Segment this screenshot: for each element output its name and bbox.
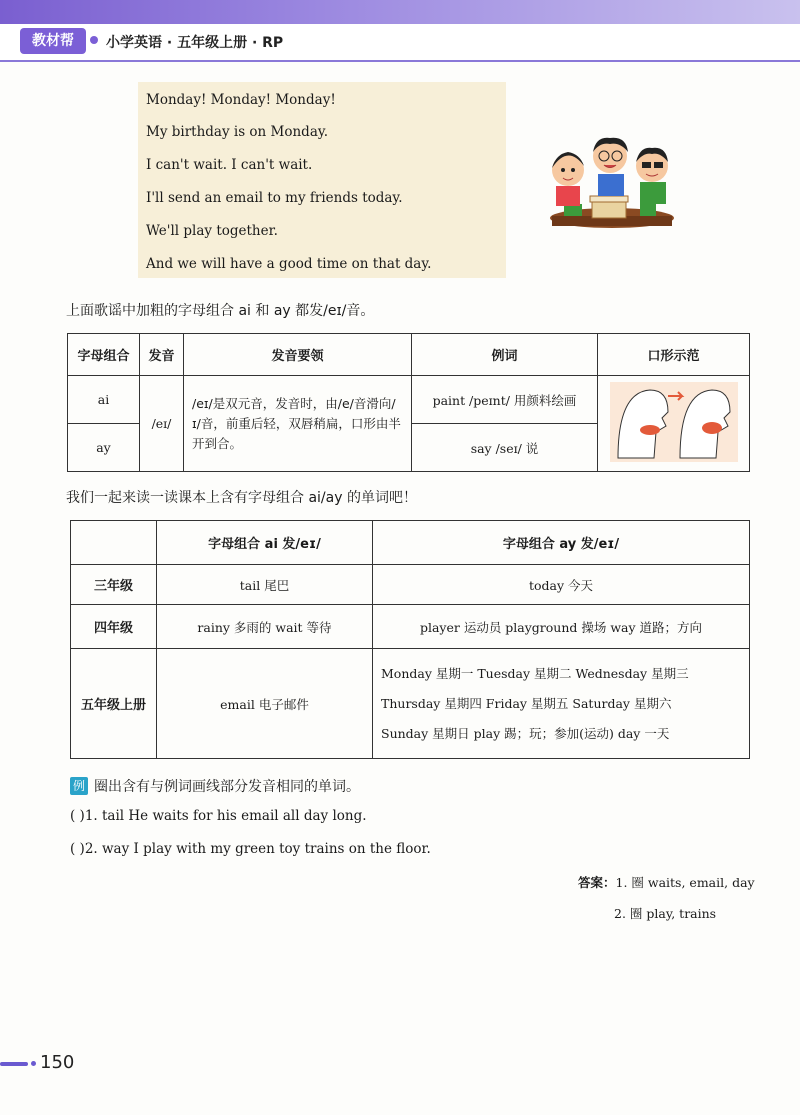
header-sound: 发音 xyxy=(140,334,184,376)
header-tip: 发音要领 xyxy=(184,334,412,376)
header-combo: 字母组合 xyxy=(68,334,140,376)
example-ay: say /seɪ/ 说 xyxy=(412,424,598,472)
header-example: 例词 xyxy=(412,334,598,376)
question-1: ( )1. tail He waits for his email all day long. xyxy=(70,808,367,824)
intro-sentence: 上面歌谣中加粗的字母组合 ai 和 ay 都发/eɪ/音。 xyxy=(66,303,375,319)
brand-logo: 教材帮 xyxy=(20,28,86,54)
grade-5-ay-line-3: Sunday 星期日 play 踢；玩；参加(运动) day 一天 xyxy=(381,725,670,741)
rhyme-box xyxy=(138,82,506,278)
grade-5-label: 五年级上册 xyxy=(71,649,157,759)
header-ay: 字母组合 ay 发/eɪ/ xyxy=(373,521,750,565)
combo-ay: ay xyxy=(68,424,140,472)
rhyme-line-3: I can't wait. I can't wait. xyxy=(146,157,313,173)
question-2: ( )2. way I play with my green toy trains on the floor. xyxy=(70,841,431,857)
example-ai: paint /peɪnt/ 用颜料绘画 xyxy=(412,376,598,424)
page-number: 150 xyxy=(40,1052,75,1073)
rhyme-line-1: Monday! Monday! Monday! xyxy=(146,92,336,108)
grade-3-label: 三年级 xyxy=(71,565,157,605)
words-by-grade-table xyxy=(70,520,750,759)
header-mouth: 口形示范 xyxy=(598,334,750,376)
grade-4-ai: rainy 多雨的 wait 等待 xyxy=(157,605,373,649)
example-heading xyxy=(70,776,360,796)
combo-ai: ai xyxy=(68,376,140,424)
grade-4-label: 四年级 xyxy=(71,605,157,649)
sound-cell: /eɪ/ xyxy=(140,376,184,472)
example-instruction: 圈出含有与例词画线部分发音相同的单词。 xyxy=(94,779,360,795)
rhyme-line-6: And we will have a good time on that day. xyxy=(146,256,432,272)
grade-3-ay: today 今天 xyxy=(373,565,750,605)
rhyme-line-5: We'll play together. xyxy=(146,223,278,239)
page-number-bar xyxy=(0,1062,28,1066)
header-band xyxy=(0,0,800,24)
tip-cell: /eɪ/是双元音，发音时，由/e/音滑向/ɪ/音，前重后轻，双唇稍扁，口形由半开到合。 xyxy=(184,376,412,472)
page-number-dot xyxy=(31,1061,36,1066)
rhyme-line-2: My birthday is on Monday. xyxy=(146,124,328,140)
header-blank xyxy=(71,521,157,565)
page-header xyxy=(0,0,800,62)
grade-5-ay-line-1: Monday 星期一 Tuesday 星期二 Wednesday 星期三 xyxy=(381,665,689,681)
header-dot xyxy=(90,36,98,44)
grade-5-ay-line-2: Thursday 星期四 Friday 星期五 Saturday 星期六 xyxy=(381,695,672,711)
grade-4-ay: player 运动员 playground 操场 way 道路；方向 xyxy=(373,605,750,649)
answer-label: 答案： xyxy=(578,875,616,890)
rhyme-line-4: I'll send an email to my friends today. xyxy=(146,190,403,206)
grade-3-ai: tail 尾巴 xyxy=(157,565,373,605)
read-together-line: 我们一起来读一读课本上含有字母组合 ai/ay 的单词吧！ xyxy=(66,490,417,506)
mouth-diagram-cell xyxy=(598,376,750,472)
mouth-shape-diagram xyxy=(610,382,738,462)
header-ai: 字母组合 ai 发/eɪ/ xyxy=(157,521,373,565)
book-title: 小学英语 · 五年级上册 · RP xyxy=(106,35,284,51)
grade-5-ai: email 电子邮件 xyxy=(157,649,373,759)
answer-1 xyxy=(578,873,755,891)
pronunciation-table xyxy=(67,333,750,472)
example-badge: 例 xyxy=(70,777,88,795)
answer-1-text: 1. 圈 waits, email, day xyxy=(615,875,755,890)
answer-2: 2. 圈 play, trains xyxy=(614,906,717,921)
grade-5-ay xyxy=(373,649,750,759)
kids-birthday-illustration xyxy=(540,130,680,250)
